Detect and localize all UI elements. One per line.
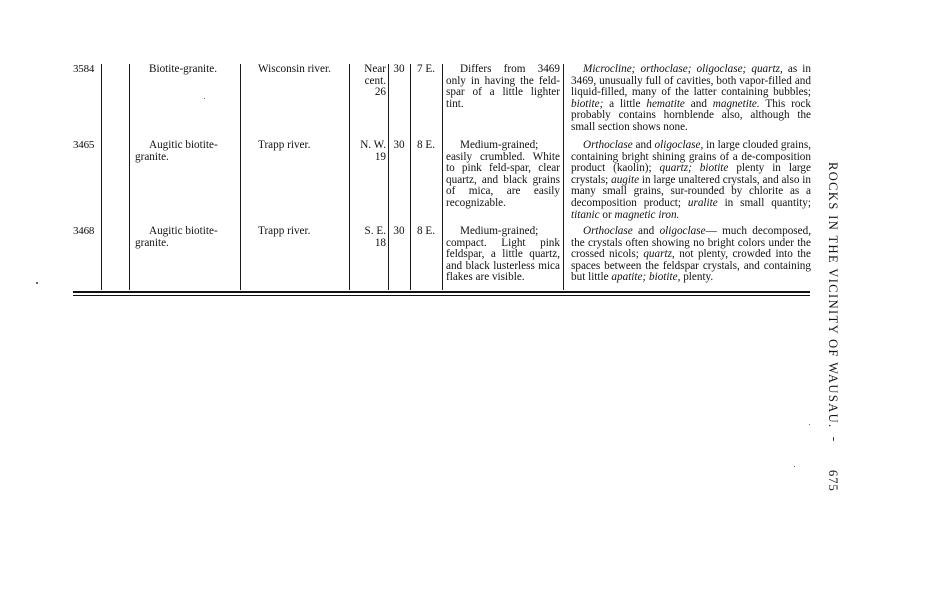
page-number: 675 [826, 470, 840, 492]
microscopic-description: Microcline; orthoclase; oligoclase; quartz, as in 3469, unusually full of cavities, both vapor-filled and liquid-filled, many of the latter containing bubbles; biotite; a little hematite and magnetite. This rock probably contains hornblende also, although the small section shows none. [571, 63, 811, 133]
column-rule [442, 64, 443, 290]
scan-speck [833, 437, 834, 441]
town: 30 [393, 139, 405, 151]
specimen-number: 3584 [73, 63, 95, 75]
town: 30 [393, 225, 405, 237]
section: N. W. 19 [360, 139, 386, 163]
table-bottom-rule [73, 295, 810, 296]
locality: Trapp river. [258, 139, 311, 151]
microscopic-description: Orthoclase and oligoclase, in large clouded grains, containing bright shining grains of a de-composition product (kaolin); quartz; biotite plenty in large crystals; augite in large unaltered crystals, and also in many small grains, sur-rounded by chlorite as a decomposition product; uralite in small quantity; titanic or magnetic iron. [571, 139, 811, 221]
running-head: ROCKS IN THE VICINITY OF WAUSAU. [826, 162, 840, 429]
column-rule [410, 64, 411, 290]
scan-speck [809, 424, 810, 425]
rock-name: Biotite-granite. [149, 63, 218, 75]
column-rule [129, 64, 130, 290]
table-bottom-rule [73, 291, 810, 293]
town: 30 [393, 63, 405, 75]
section: Near cent. 26 [364, 63, 386, 99]
rock-name: Augitic biotite-granite. [135, 225, 218, 249]
column-rule [101, 64, 102, 290]
macroscopic-description: Medium-grained; easily crumbled. White to pink feld-spar, clear quartz, and black grains of mica, are easily recognizable. [446, 139, 560, 209]
macroscopic-description: Differs from 3469 only in having the feld-spar of a little lighter tint. [446, 63, 560, 110]
range: 8 E. [416, 139, 436, 151]
microscopic-description: Orthoclase and oligoclase— much decomposed, the crystals often showing no bright colors under the crossed nicols; quartz, not plenty, crowded into the spaces between the feldspar crystals, and containing but little apatite; biotite, plenty. [571, 225, 812, 284]
range: 7 E. [416, 63, 436, 75]
column-rule [240, 64, 241, 290]
column-rule [349, 64, 350, 290]
locality: Wisconsin river. [258, 63, 331, 75]
section: S. E. 18 [364, 225, 386, 249]
scan-speck [794, 466, 795, 467]
column-rule [563, 64, 564, 290]
scan-speck [204, 98, 205, 99]
column-rule [388, 64, 389, 290]
macroscopic-description: Medium-grained; compact. Light pink feldspar, a little quartz, and black lusterless mica flakes are visible. [446, 225, 560, 284]
specimen-number: 3465 [73, 139, 95, 151]
specimen-number: 3468 [73, 225, 95, 237]
range: 8 E. [416, 225, 436, 237]
rock-name: Augitic biotite-granite. [135, 139, 218, 163]
locality: Trapp river. [258, 225, 311, 237]
scan-speck [36, 282, 38, 284]
